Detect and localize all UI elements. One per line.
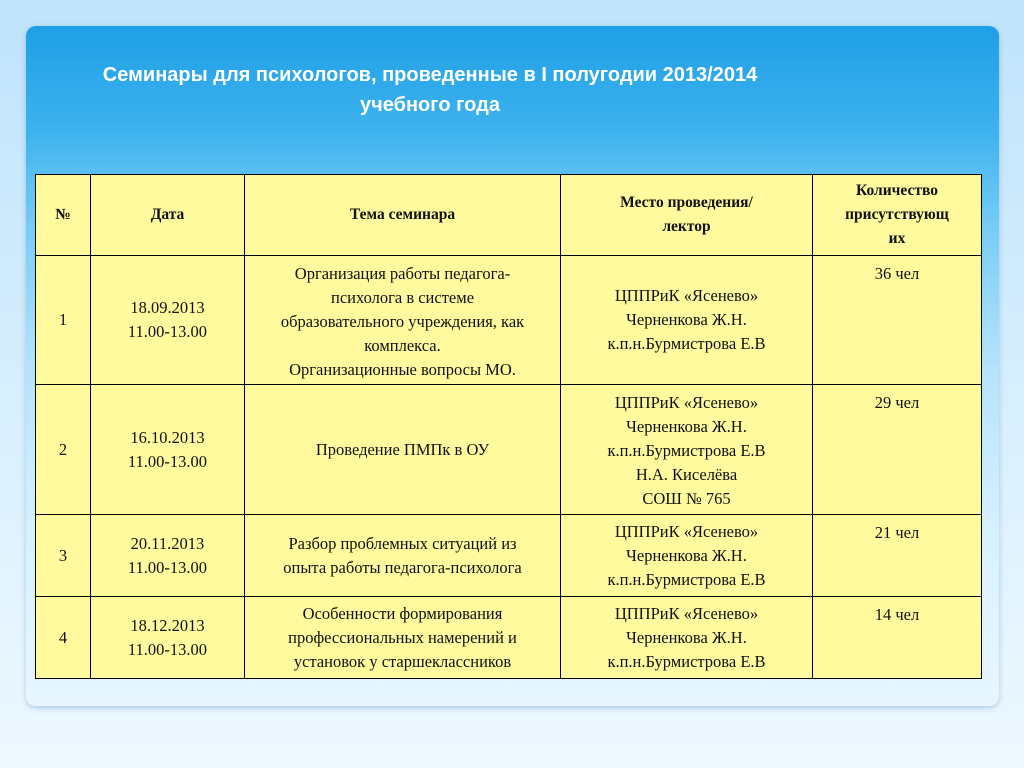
cell-count: 36 чел xyxy=(813,256,982,385)
cell-topic: Проведение ПМПк в ОУ xyxy=(245,385,561,515)
slide-title xyxy=(60,60,800,120)
cell-num: 3 xyxy=(36,515,91,597)
table-row xyxy=(36,515,982,597)
cell-date: 16.10.2013 11.00-13.00 xyxy=(91,385,245,515)
seminars-table xyxy=(35,174,982,679)
cell-place: ЦППРиК «Ясенево» Черненкова Ж.Н. к.п.н.Бурмистрова Е.В xyxy=(561,597,813,679)
cell-date: 20.11.2013 11.00-13.00 xyxy=(91,515,245,597)
header-place: Место проведения/ лектор xyxy=(561,175,813,256)
cell-topic: Особенности формирования профессиональных намерений и установок у старшеклассников xyxy=(245,597,561,679)
header-count: Количество присутствующ их xyxy=(813,175,982,256)
table-row xyxy=(36,385,982,515)
cell-count: 29 чел xyxy=(813,385,982,515)
cell-place: ЦППРиК «Ясенево» Черненкова Ж.Н. к.п.н.Бурмистрова Е.В xyxy=(561,515,813,597)
cell-num: 2 xyxy=(36,385,91,515)
cell-count: 14 чел xyxy=(813,597,982,679)
header-topic: Тема семинара xyxy=(245,175,561,256)
header-date: Дата xyxy=(91,175,245,256)
table-row xyxy=(36,597,982,679)
cell-topic: Разбор проблемных ситуаций из опыта работы педагога-психолога xyxy=(245,515,561,597)
cell-num: 4 xyxy=(36,597,91,679)
cell-count: 21 чел xyxy=(813,515,982,597)
table-row xyxy=(36,256,982,385)
header-row xyxy=(36,175,982,256)
cell-date: 18.09.2013 11.00-13.00 xyxy=(91,256,245,385)
title-line-1: Семинары для психологов, проведенные в I полугодии 2013/2014 xyxy=(102,64,758,86)
header-num: № xyxy=(36,175,91,256)
cell-place: ЦППРиК «Ясенево» Черненкова Ж.Н. к.п.н.Бурмистрова Е.В Н.А. Киселёва СОШ № 765 xyxy=(561,385,813,515)
cell-topic: Организация работы педагога- психолога в системе образовательного учреждения, как комплекса. Организационные вопросы МО. xyxy=(245,256,561,385)
cell-date: 18.12.2013 11.00-13.00 xyxy=(91,597,245,679)
cell-num: 1 xyxy=(36,256,91,385)
title-line-2: учебного года xyxy=(360,94,500,116)
cell-place: ЦППРиК «Ясенево» Черненкова Ж.Н. к.п.н.Бурмистрова Е.В xyxy=(561,256,813,385)
